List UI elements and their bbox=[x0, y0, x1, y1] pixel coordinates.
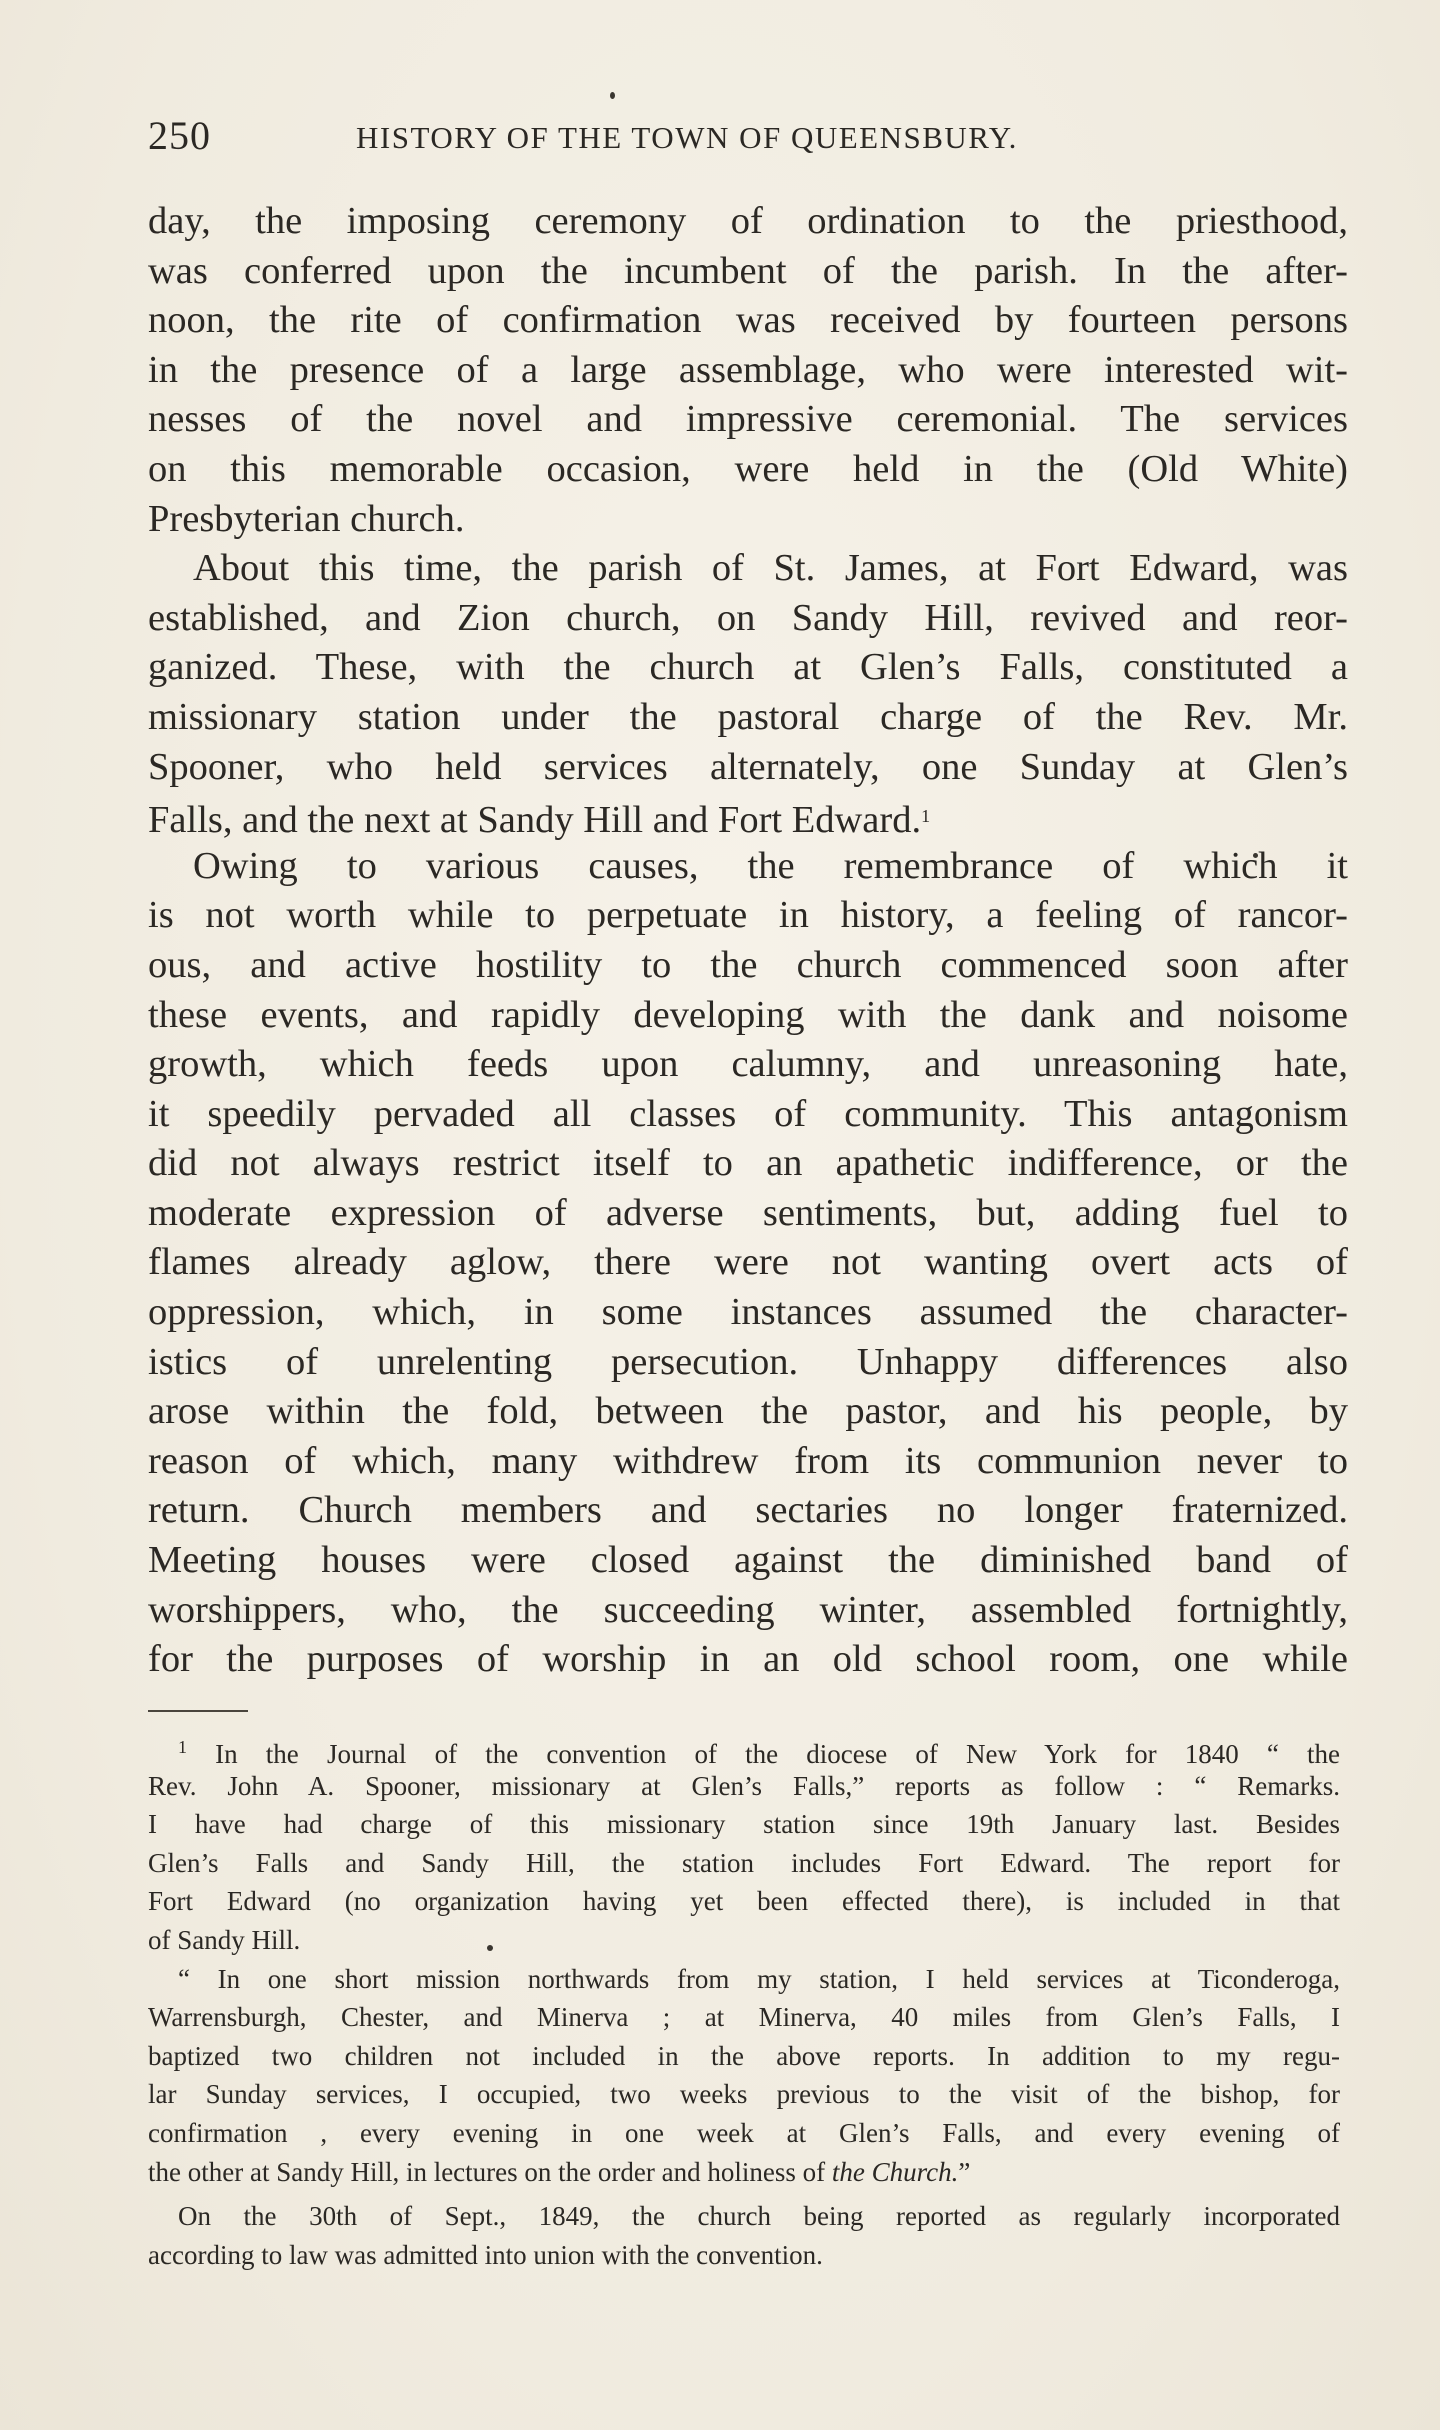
ink-speck bbox=[610, 92, 615, 99]
body-line: was conferred upon the incumbent of the parish. In the after- bbox=[148, 249, 1348, 292]
body-line: oppression, which, in some instances assumed the character- bbox=[148, 1291, 1348, 1334]
footnote-line-text: the other at Sandy Hill, in lectures on the order and holiness of bbox=[148, 2156, 826, 2187]
body-text bbox=[148, 197, 1348, 1685]
body-line: Meeting houses were closed against the diminished band of bbox=[148, 1539, 1348, 1582]
body-line: ganized. These, with the church at Glen’s Falls, constituted a bbox=[148, 646, 1348, 689]
footnote-line: of Sandy Hill. bbox=[148, 1924, 301, 1955]
body-line: for the purposes of worship in an old school room, one while bbox=[148, 1638, 1348, 1681]
body-line: on this memorable occasion, were held in the (Old White) bbox=[148, 447, 1348, 490]
body-line: flames already aglow, there were not wanting overt acts of bbox=[148, 1241, 1348, 1284]
body-line: Presbyterian church. bbox=[148, 497, 465, 540]
body-line-text: Falls, and the next at Sandy Hill and Fort Edward. bbox=[148, 799, 922, 842]
body-line: noon, the rite of confirmation was received by fourteen persons bbox=[148, 299, 1348, 342]
body-line: established, and Zion church, on Sandy Hill, revived and reor- bbox=[148, 596, 1348, 639]
footnote-line-text: In the Journal of the convention of the diocese of New York for 1840 “ the bbox=[215, 1739, 1340, 1769]
footnote-marker: 1 bbox=[178, 1737, 187, 1757]
body-line: growth, which feeds upon calumny, and unreasoning hate, bbox=[148, 1043, 1348, 1086]
body-line: is not worth while to perpetuate in history, a feeling of rancor- bbox=[148, 894, 1348, 937]
page-number: 250 bbox=[148, 113, 211, 158]
body-line bbox=[148, 792, 1348, 842]
footnote-line: “ In one short mission northwards from my station, I held services at Ticonderoga, bbox=[178, 1963, 1340, 1994]
body-line: missionary station under the pastoral charge of the Rev. Mr. bbox=[148, 695, 1348, 738]
footnote-line bbox=[148, 2153, 1340, 2192]
body-line: reason of which, many withdrew from its communion never to bbox=[148, 1439, 1348, 1482]
footnote-line bbox=[148, 1728, 1340, 1767]
footnote-line: Rev. John A. Spooner, missionary at Glen’s Falls,” reports as follow : “ Remarks. bbox=[148, 1770, 1340, 1801]
page-header bbox=[148, 108, 1338, 168]
body-line: in the presence of a large assemblage, who were interested wit- bbox=[148, 348, 1348, 391]
body-line: istics of unrelenting persecution. Unhappy differences also bbox=[148, 1340, 1348, 1383]
body-line: moderate expression of adverse sentiments, but, adding fuel to bbox=[148, 1191, 1348, 1234]
body-line: ous, and active hostility to the church commenced soon after bbox=[148, 943, 1348, 986]
body-line: these events, and rapidly developing with the dank and noisome bbox=[148, 993, 1348, 1036]
body-line: day, the imposing ceremony of ordination to the priesthood, bbox=[148, 200, 1348, 242]
footnote-line: according to law was admitted into union with the convention. bbox=[148, 2239, 823, 2270]
footnote-closing-quote: ” bbox=[958, 2156, 971, 2187]
body-line: About this time, the parish of St. James, at Fort Edward, was bbox=[193, 547, 1348, 590]
footnote-line: On the 30th of Sept., 1849, the church being reported as regularly incorporated bbox=[178, 2201, 1340, 2232]
footnote-line: confirmation , every evening in one week at Glen’s Falls, and every evening of bbox=[148, 2117, 1340, 2148]
footnote-line: lar Sunday services, I occupied, two weeks previous to the visit of the bishop, for bbox=[148, 2079, 1340, 2110]
footnote-divider bbox=[148, 1710, 248, 1712]
body-line: arose within the fold, between the pastor, and his people, by bbox=[148, 1390, 1348, 1433]
body-line: did not always restrict itself to an apathetic indifference, or the bbox=[148, 1142, 1348, 1185]
body-line: it speedily pervaded all classes of community. This antagonism bbox=[148, 1092, 1348, 1135]
body-line: worshippers, who, the succeeding winter, assembled fortnightly, bbox=[148, 1588, 1348, 1631]
footnote-reference: 1 bbox=[921, 806, 931, 827]
footnote-line: Fort Edward (no organization having yet been effected there), is included in that bbox=[148, 1886, 1340, 1917]
footnote-line: baptized two children not included in the above reports. In addition to my regu- bbox=[148, 2040, 1340, 2071]
footnote-line: Warrensburgh, Chester, and Minerva ; at Minerva, 40 miles from Glen’s Falls, I bbox=[148, 2002, 1340, 2033]
footnote-line: I have had charge of this missionary station since 19th January last. Besides bbox=[148, 1809, 1340, 1840]
footnote-italic-phrase: the Church. bbox=[831, 2156, 959, 2187]
body-line: nesses of the novel and impressive ceremonial. The services bbox=[148, 398, 1348, 441]
running-head: HISTORY OF THE TOWN OF QUEENSBURY. bbox=[356, 120, 1018, 155]
body-line: return. Church members and sectaries no longer fraternized. bbox=[148, 1489, 1348, 1532]
footnote-line: Glen’s Falls and Sandy Hill, the station includes Fort Edward. The report for bbox=[148, 1847, 1340, 1878]
body-line: Owing to various causes, the remembrance of which it bbox=[193, 844, 1348, 887]
footnotes bbox=[148, 1728, 1340, 2274]
body-line: Spooner, who held services alternately, one Sunday at Glen’s bbox=[148, 745, 1348, 788]
